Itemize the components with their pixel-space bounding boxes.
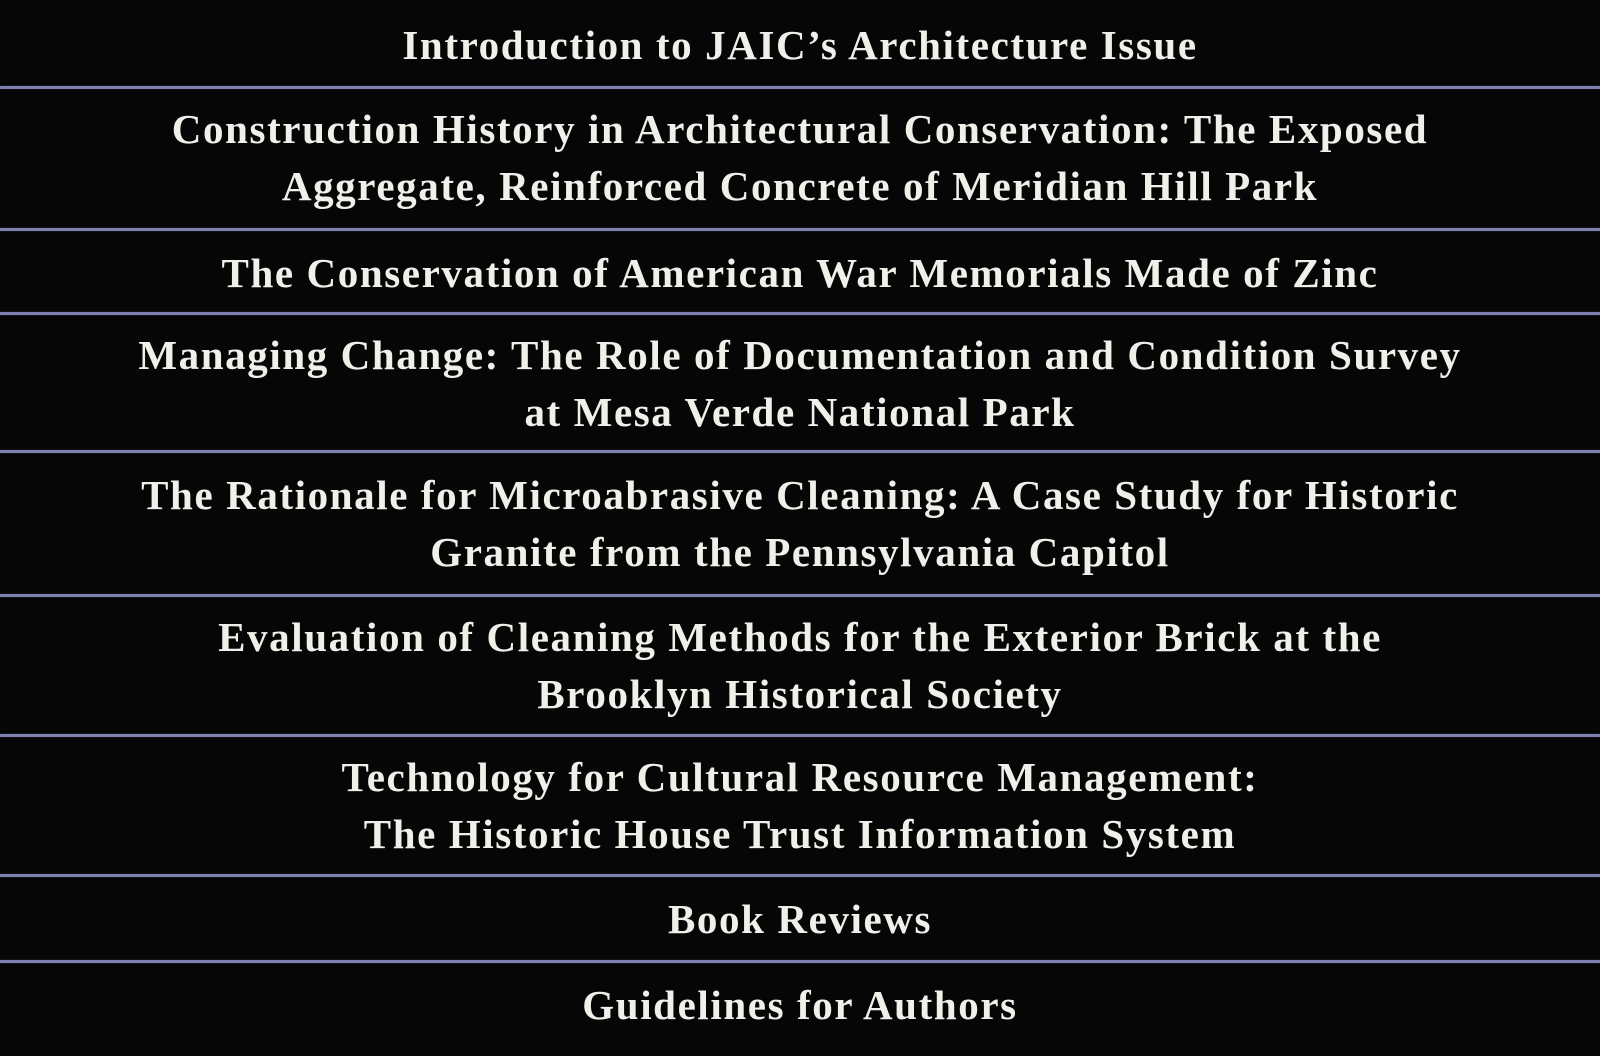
contents-entry-introduction	[0, 14, 1600, 76]
entry-title	[668, 891, 932, 948]
entry-title-line: Managing Change: The Role of Documentation and Condition Survey	[138, 332, 1462, 378]
entry-title-line: Construction History in Architectural Conservation: The Exposed	[171, 106, 1429, 152]
divider-rule	[0, 734, 1600, 737]
entry-title-line: at Mesa Verde National Park	[524, 389, 1076, 435]
contents-entry-guidelines	[0, 974, 1600, 1036]
contents-entry-microabrasive-cleaning	[0, 466, 1600, 582]
divider-rule	[0, 86, 1600, 89]
entry-title	[172, 101, 1428, 215]
entry-title-line: Brooklyn Historical Society	[537, 671, 1063, 717]
entry-title	[582, 977, 1017, 1034]
divider-rule	[0, 960, 1600, 963]
entry-title-line: The Historic House Trust Information System	[363, 811, 1237, 857]
entry-title-line: Introduction to JAIC’s Architecture Issue	[402, 21, 1198, 68]
divider-rule	[0, 594, 1600, 597]
contents-entry-cleaning-methods	[0, 608, 1600, 724]
entry-title	[342, 749, 1259, 863]
entry-title	[222, 245, 1379, 302]
entry-title-line: Guidelines for Authors	[582, 981, 1018, 1028]
divider-rule	[0, 450, 1600, 453]
entry-title	[402, 17, 1197, 74]
entry-title-line: Aggregate, Reinforced Concrete of Meridian Hill Park	[281, 163, 1319, 209]
contents-entry-construction-history	[0, 100, 1600, 216]
contents-entry-zinc-memorials	[0, 242, 1600, 304]
entry-title-line: The Conservation of American War Memorials Made of Zinc	[221, 249, 1379, 296]
divider-rule	[0, 228, 1600, 231]
contents-entry-managing-change	[0, 326, 1600, 442]
entry-title-line: Granite from the Pennsylvania Capitol	[430, 529, 1170, 575]
entry-title-line: Technology for Cultural Resource Management:	[341, 754, 1259, 800]
entry-title	[218, 609, 1382, 723]
divider-rule	[0, 874, 1600, 877]
entry-title-line: The Rationale for Microabrasive Cleaning: A Case Study for Historic	[141, 472, 1459, 518]
entry-title	[138, 327, 1461, 441]
contents-entry-book-reviews	[0, 888, 1600, 950]
entry-title-line: Evaluation of Cleaning Methods for the Exterior Brick at the	[218, 614, 1382, 660]
divider-rule	[0, 312, 1600, 315]
entry-title-line: Book Reviews	[667, 895, 933, 942]
entry-title	[141, 467, 1459, 581]
contents-entry-technology-crm	[0, 748, 1600, 864]
